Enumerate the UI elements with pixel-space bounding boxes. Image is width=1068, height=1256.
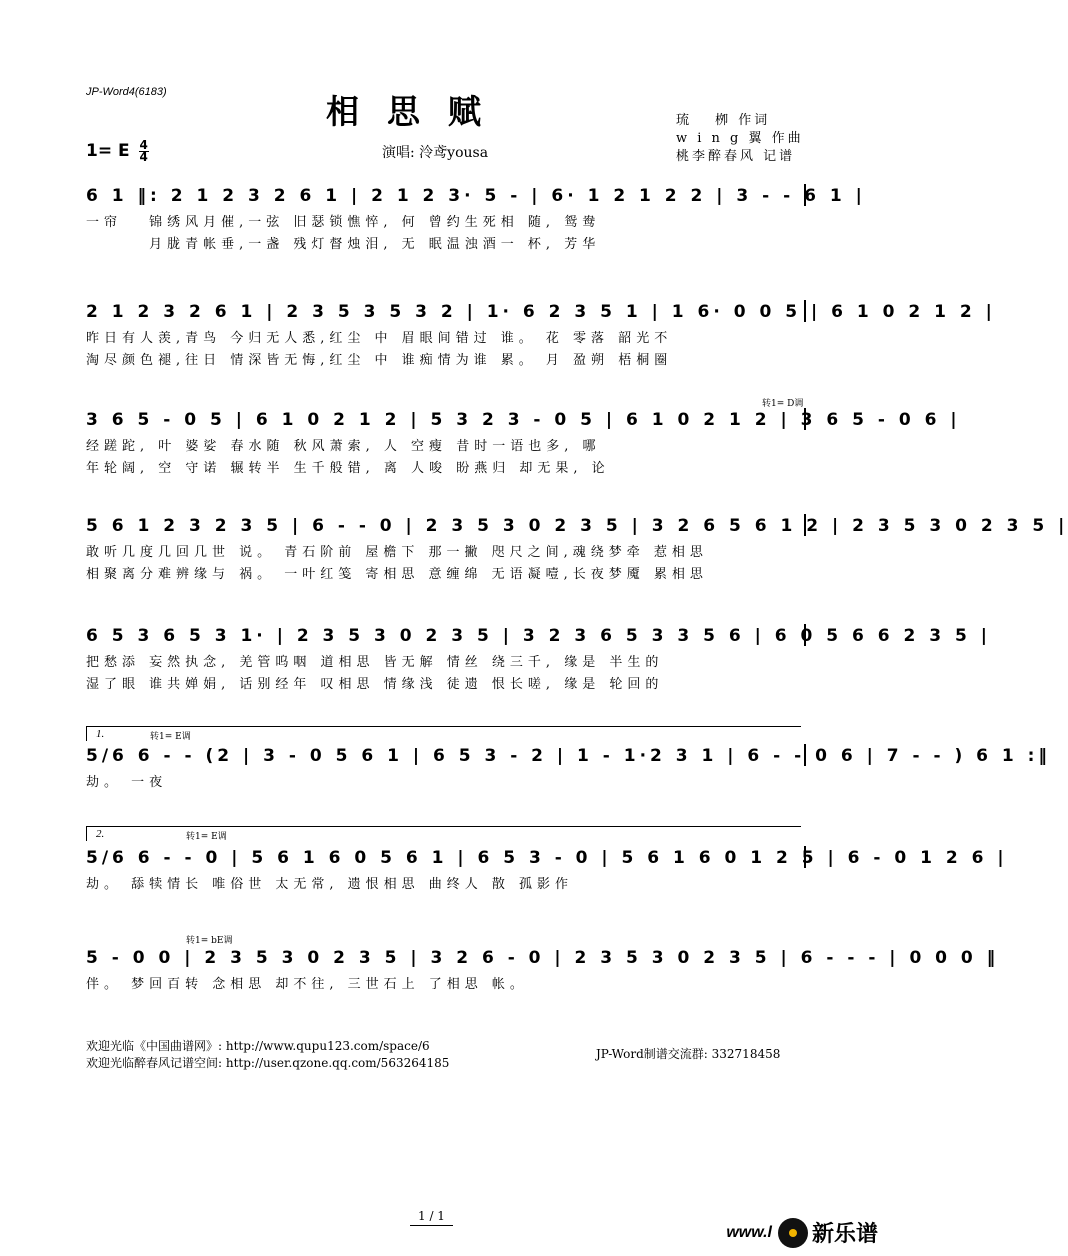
modulation-mark-7: 转1= E调 [186, 832, 227, 842]
notation-line-1: 6 1 ‖: 2 1 2 3 2 6 1 | 2 1 2 3· 5 - | 6· 1 2 1 2 2 | 3 - - 6 1 | [86, 186, 866, 206]
modulation-mark-6: 转1= E调 [150, 732, 191, 742]
singer-credit: 演唱: 泠鸢yousa [382, 145, 489, 161]
logo-url: www.l [726, 1223, 772, 1241]
lyric-line-1b: 月胧青帐垂,一盏 残灯督烛泪, 无 眠温浊酒一 杯, 芳华 [86, 237, 601, 252]
notation-line-5: 6 5 3 6 5 3 1· | 2 3 5 3 0 2 3 5 | 3 2 3 6 5 3 3 5 6 | 6 0 5 6 6 2 3 5 | [86, 626, 991, 646]
page-title: 相思赋 [326, 92, 509, 131]
lyric-line-7: 劫。 舔犊情长 唯俗世 太无常, 遗恨相思 曲终人 散 孤影作 [86, 877, 574, 892]
footer-qzone-link[interactable]: 欢迎光临醉春风记谱空间: http://user.qzone.qq.com/563264185 [86, 1056, 450, 1070]
lyric-line-5b: 湿了眼 谁共婵娟, 话别经年 叹相思 情缘浅 徒遗 恨长嗟, 缘是 轮回的 [86, 677, 664, 692]
composer-credit: w i n g 翼 作曲 [676, 131, 804, 146]
volta-2-label: 2. [96, 828, 105, 840]
lyric-line-5a: 把愁添 妄然执念, 羌管呜咽 道相思 皆无解 情丝 绕三千, 缘是 半生的 [86, 655, 664, 670]
notation-line-4: 5 6 1 2 3 2 3 5 | 6 - - 0 | 2 3 5 3 0 2 3 5 | 3 2 6 5 6 1 2 | 2 3 5 3 0 2 3 5 | [86, 516, 1068, 536]
lyric-line-3a: 经蹉跎, 叶 婆娑 春水随 秋风萧索, 人 空瘦 昔时一语也多, 哪 [86, 439, 601, 454]
time-top: 4 [139, 138, 148, 152]
footer-site-link[interactable]: 欢迎光临《中国曲谱网》: http://www.qupu123.com/space/6 [86, 1039, 430, 1053]
key-signature [86, 140, 149, 163]
lyric-line-4a: 敢听几度几回几世 说。 青石阶前 屋檐下 那一撇 咫尺之间,魂绕梦牵 惹相思 [86, 545, 708, 560]
time-bottom: 4 [139, 150, 148, 164]
lyric-line-2a: 昨日有人羡,青鸟 今归无人悉,红尘 中 眉眼间错过 谁。 花 零落 韶光不 [86, 331, 673, 346]
notation-line-2: 2 1 2 3 2 6 1 | 2 3 5 3 5 3 2 | 1· 6 2 3 5 1 | 1 6· 0 0 5 | 6 1 0 2 1 2 | [86, 302, 996, 322]
logo-text: 新乐谱 [811, 1222, 878, 1247]
modulation-mark-8: 转1= bE调 [186, 936, 233, 946]
notation-line-6: 5/6 6 - - (2 | 3 - 0 5 6 1 | 6 5 3 - 2 | 1 - 1·2 3 1 | 6 - - 0 6 | 7 - - ) 6 1 :‖ [86, 746, 1051, 766]
key-label: 1= E [86, 141, 130, 161]
site-logo[interactable] [726, 1217, 878, 1248]
time-signature [139, 140, 149, 163]
notation-line-7: 5/6 6 - - 0 | 5 6 1 6 0 5 6 1 | 6 5 3 - 0 | 5 6 1 6 0 1 2 5 | 6 - 0 1 2 6 | [86, 848, 1008, 868]
modulation-mark-3: 转1= D调 [762, 399, 804, 409]
vinyl-disc-icon [778, 1218, 808, 1248]
footer-group: JP-Word制谱交流群: 332718458 [596, 1047, 781, 1061]
lyric-line-1a: 一帘 锦绣风月催,一弦 旧瑟锁憔悴, 何 曾约生死相 随, 鸳鸯 [86, 215, 601, 230]
transcriber-credit: 桃李醉春风 记谱 [676, 149, 796, 164]
lyric-line-3b: 年轮阔, 空 守诺 辗转半 生千般错, 离 人唆 盼燕归 却无果, 论 [86, 461, 610, 476]
lyric-line-2b: 淘尽颜色褪,往日 情深皆无悔,红尘 中 谁痴情为谁 累。 月 盈朔 梧桐圈 [86, 353, 673, 368]
lyric-line-8: 伴。 梦回百转 念相思 却不往, 三世石上 了相思 帐。 [86, 977, 528, 992]
notation-line-3: 3 6 5 - 0 5 | 6 1 0 2 1 2 | 5 3 2 3 - 0 5 | 6 1 0 2 1 2 | 3 6 5 - 0 6 | [86, 410, 961, 430]
notation-line-8: 5 - 0 0 | 2 3 5 3 0 2 3 5 | 3 2 6 - 0 | 2 3 5 3 0 2 3 5 | 6 - - - | 0 0 0 ‖ [86, 948, 1000, 968]
lyric-line-6: 劫。 一夜 [86, 775, 168, 790]
page-number: 1 / 1 [410, 1208, 453, 1226]
lyricist-credit: 琉 栁 作词 [676, 113, 771, 128]
software-label: JP-Word4(6183) [86, 86, 167, 98]
volta-1-label: 1. [96, 728, 105, 740]
lyric-line-4b: 相聚离分难辨缘与 祸。 一叶红笺 寄相思 意缠绵 无语凝噎,长夜梦魇 累相思 [86, 567, 708, 582]
